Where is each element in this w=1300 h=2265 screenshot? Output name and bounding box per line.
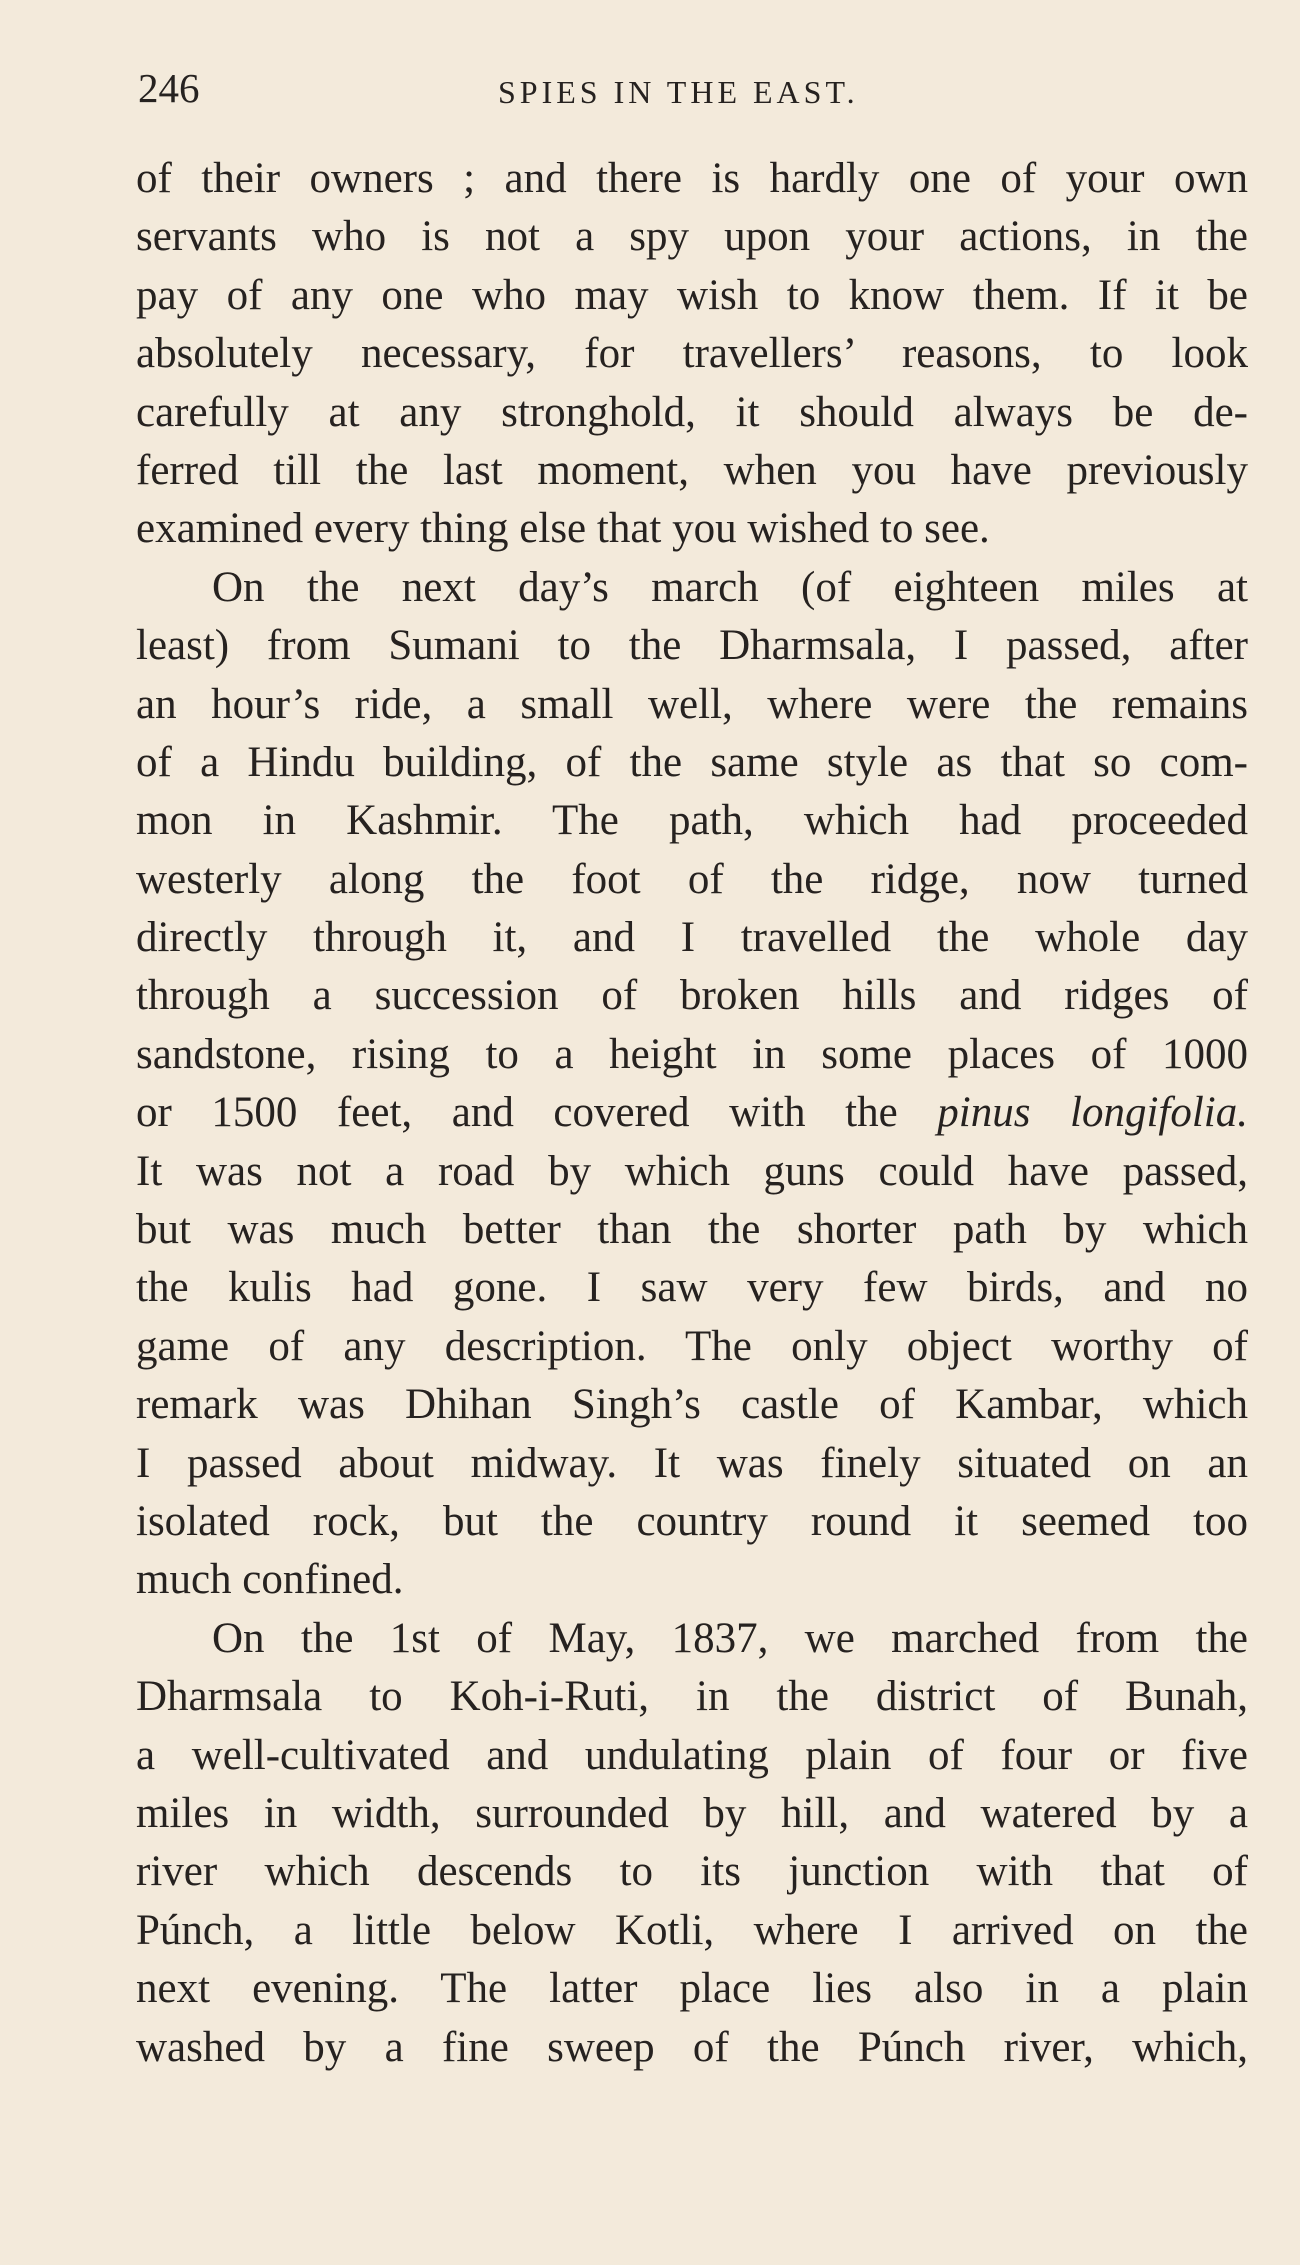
body-text [136,150,1248,2077]
text-line: pay of any one who may wish to know them. If it be [136,271,1248,319]
text-line: next evening. The latter place lies also in a plain [136,1965,1248,2013]
text-line: carefully at any stronghold, it should always be de- [136,388,1248,436]
text-line: washed by a fine sweep of the Púnch river, which, [136,2023,1248,2071]
text-line: remark was Dhihan Singh’s castle of Kambar, which [136,1381,1248,1429]
text-line: the kulis had gone. I saw very few birds, and no [136,1264,1248,1312]
text-line: least) from Sumani to the Dharmsala, I passed, after [136,622,1248,670]
text-line: miles in width, surrounded by hill, and watered by a [136,1789,1248,1837]
text-line: much confined. [136,1556,404,1604]
text-line: an hour’s ride, a small well, where were the remains [136,680,1248,728]
text-line: but was much better than the shorter path by which [136,1206,1248,1254]
text-line: absolutely necessary, for travellers’ reasons, to look [136,330,1248,378]
text-line: servants who is not a spy upon your actions, in the [136,213,1248,261]
text-segment: or 1500 feet, and covered with the [136,1089,898,1137]
running-title: SPIES IN THE EAST. [498,74,859,110]
text-line: of their owners ; and there is hardly one of your own [136,155,1248,202]
text-line: I passed about midway. It was finely situated on an [136,1439,1248,1487]
text-line: river which descends to its junction with that of [136,1848,1248,1896]
text-line: sandstone, rising to a height in some places of 1000 [136,1030,1248,1078]
text-line: Dharmsala to Koh-i-Ruti, in the district of Bunah, [136,1673,1248,1721]
text-line: game of any description. The only object worthy of [136,1322,1248,1370]
text-line: isolated rock, but the country round it seemed too [136,1497,1248,1545]
text-line: directly through it, and I travelled the whole day [136,914,1248,962]
text-line: a well-cultivated and undulating plain of four or five [136,1731,1248,1779]
italic-species-name: pinus longifolia. [937,1089,1248,1137]
text-line: On the next day’s march (of eighteen miles at [212,563,1248,611]
text-line: through a succession of broken hills and ridges of [136,972,1248,1020]
text-line: of a Hindu building, of the same style as that so com- [136,738,1248,786]
text-line: On the 1st of May, 1837, we marched from the [212,1614,1248,1662]
running-head [138,58,1238,118]
text-line-with-italic [136,1084,1248,1142]
text-line: westerly along the foot of the ridge, now turned [136,855,1248,903]
text-line: Púnch, a little below Kotli, where I arrived on the [136,1906,1248,1954]
page-number: 246 [138,65,200,111]
text-line: It was not a road by which guns could have passed, [136,1147,1248,1195]
text-line: examined every thing else that you wished to see. [136,505,990,553]
text-line: mon in Kashmir. The path, which had proceeded [136,797,1248,845]
text-line: ferred till the last moment, when you have previously [136,446,1248,494]
